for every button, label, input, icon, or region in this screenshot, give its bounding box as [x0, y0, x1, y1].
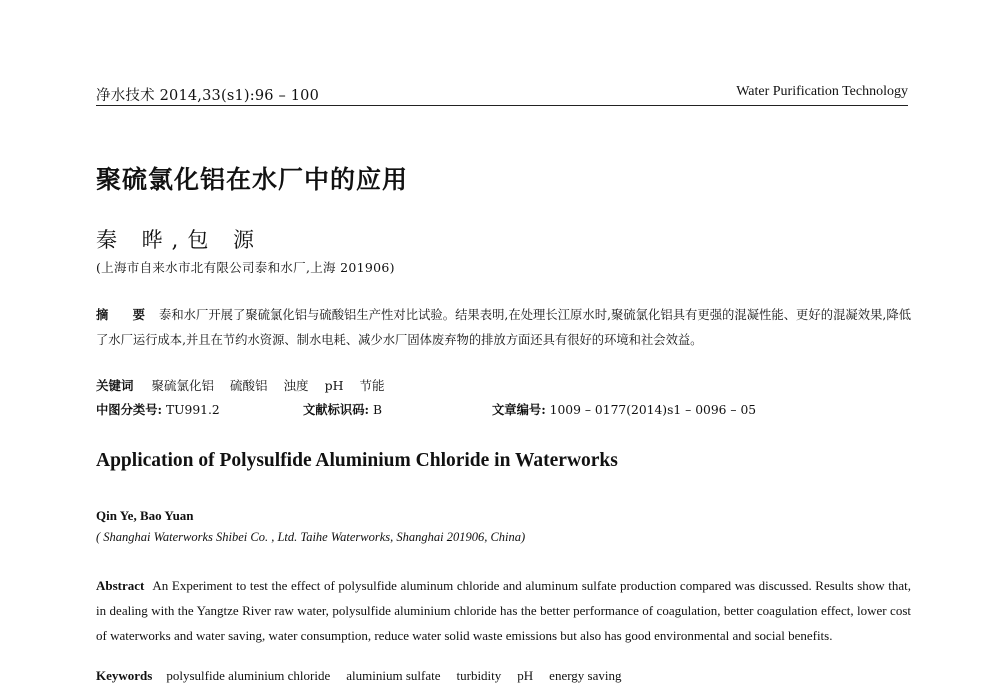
chinese-title: 聚硫氯化铝在水厂中的应用: [96, 165, 409, 194]
header-rule: [96, 105, 908, 106]
english-keywords: [96, 668, 638, 684]
document-code: [303, 400, 382, 418]
english-title: Application of Polysulfide Aluminium Chloride in Waterworks: [96, 450, 618, 471]
chinese-abstract-text: 泰和水厂开展了聚硫氯化铝与硫酸铝生产性对比试验。结果表明,在处理长江原水时,聚硫氯化铝具有更强的混凝性能、更好的混凝效果,降低了水厂运行成本,并且在节约水资源、制水电耗、减少水厂固体废弃物的排放方面还具有很好的环境和社会效益。: [96, 308, 912, 347]
document-code-label: 文献标识码:: [303, 402, 370, 417]
chinese-keywords: [96, 376, 400, 394]
journal-name-en: Water Purification Technology: [736, 84, 908, 99]
chinese-authors: 秦 晔,包 源: [96, 228, 264, 252]
article-number-value: 1009 – 0177(2014)s1 – 0096 – 05: [549, 403, 757, 417]
chinese-abstract: [96, 302, 911, 353]
journal-citation: 净水技术 2014,33(s1):96 – 100: [96, 88, 320, 104]
english-keywords-label: Keywords: [96, 668, 153, 683]
article-number: [492, 400, 756, 418]
chinese-keyword: 浊度: [283, 378, 309, 393]
english-affiliation: ( Shanghai Waterworks Shibei Co. , Ltd. Taihe Waterworks, Shanghai 201906, China): [96, 530, 526, 544]
chinese-keywords-label: 关键词: [96, 378, 134, 393]
document-code-value: B: [372, 403, 382, 417]
chinese-keyword: 节能: [359, 378, 385, 393]
english-keyword: pH: [517, 668, 534, 683]
chinese-abstract-label: 摘 要: [96, 307, 155, 322]
english-keyword: turbidity: [456, 668, 502, 683]
article-number-label: 文章编号:: [492, 402, 546, 417]
chinese-keyword: 聚硫氯化铝: [151, 378, 215, 393]
chinese-affiliation: (上海市自来水市北有限公司泰和水厂,上海 201906): [96, 260, 395, 275]
english-abstract: [96, 573, 911, 648]
english-keyword: energy saving: [549, 668, 622, 683]
chinese-keyword: 硫酸铝: [230, 378, 268, 393]
classification-value: TU991.2: [165, 403, 220, 417]
chinese-keyword: pH: [324, 378, 344, 393]
classification-number: [96, 400, 220, 418]
classification-label: 中图分类号:: [96, 402, 163, 417]
english-abstract-label: Abstract: [96, 578, 145, 593]
english-keyword: polysulfide aluminium chloride: [166, 668, 331, 683]
english-abstract-text: An Experiment to test the effect of polysulfide aluminum chloride and aluminum sulfate production compared was discussed. Results show that, in dealing with the Yangtze River raw water, polysulfide aluminium chloride has the better performance of coagulation, better coagulation effect, lower cost of waterworks and water saving, water consumption, reduce water solid waste emissions but also has good environmental and social benefits.: [96, 578, 911, 643]
english-authors: Qin Ye, Bao Yuan: [96, 508, 194, 523]
english-keyword: aluminium sulfate: [346, 668, 441, 683]
